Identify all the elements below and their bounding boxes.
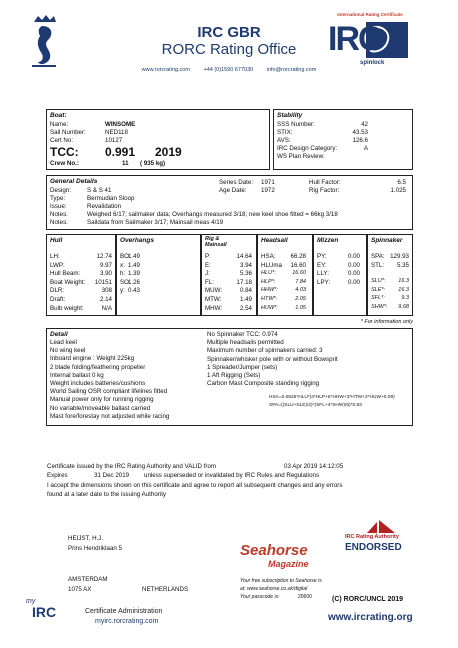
cert-number: 10127: [105, 137, 123, 144]
headsail-label: HLUma: [261, 261, 282, 269]
type-value: Bermudian Sloop: [87, 195, 135, 202]
crew-weight: ( 935 kg): [140, 160, 166, 167]
detail-left-line: Internal ballast 0 kg: [50, 371, 104, 379]
stability-value: 43.53: [352, 129, 368, 136]
footer-site[interactable]: www.ircrating.org: [328, 612, 413, 623]
headsail-value: 66.28: [290, 253, 306, 260]
seahorse-passcode: 20600: [298, 594, 312, 600]
endorsed-sail-icon: [365, 520, 405, 534]
myirc-my: my: [26, 598, 36, 605]
general-details-section: [46, 175, 413, 230]
spinnaker-label: SPA:: [371, 253, 385, 260]
seahorse-passcode-label: Your passcode is:: [240, 594, 280, 600]
detail-left-line: Inboard engine : Weight 225kg: [50, 355, 135, 363]
stability-label: SSS Number:: [277, 121, 315, 128]
acceptance-line-2: found at a later date to the issuing Authority: [47, 491, 167, 498]
hull-value: 9.97: [99, 261, 112, 269]
headsail-label: HSA:: [261, 253, 276, 260]
stability-section: [273, 109, 413, 170]
rig-label: J:: [205, 270, 210, 278]
hull-label: Boat Weight:: [50, 278, 86, 286]
overhang-label: y:: [120, 287, 125, 295]
overhang-label: x:: [120, 261, 125, 269]
detail-heading: Detail: [50, 331, 68, 338]
headsail-section: [257, 234, 313, 316]
stability-value: 126.6: [352, 137, 368, 144]
stability-value: 42: [361, 121, 368, 128]
expires-note: unless superseded or invalidated by IRC Rules and Regulations: [144, 472, 320, 479]
design-value: S & S 41: [87, 187, 112, 194]
spinnaker-value: 9.3: [401, 295, 409, 302]
detail-section: [46, 328, 413, 426]
hull-value: 10151: [94, 278, 112, 286]
owner-name: HEIJST, H.J.: [68, 535, 104, 542]
spinnaker-value: 129.93: [390, 253, 409, 260]
rig-value: 2.54: [239, 304, 252, 312]
rig-section: [201, 234, 257, 316]
headsail-value: 2.05: [295, 296, 306, 302]
rig-value: 17.18: [236, 278, 252, 286]
mizzen-value: 0.00: [347, 253, 360, 260]
spinnaker-section: [367, 234, 413, 316]
rig-value: 14.64: [236, 253, 252, 260]
detail-right-line: No Spinnaker TCC: 0.974: [207, 331, 278, 338]
overhang-value: 1.26: [127, 278, 140, 286]
hull-value: 12.74: [96, 253, 112, 260]
detail-right-line: 1 Aft Rigging (Sets): [207, 372, 261, 379]
seahorse-line-2[interactable]: at: www.seahorse.co.uk/digital: [240, 586, 308, 592]
headsail-value: 7.84: [295, 278, 306, 285]
stability-heading: Stability: [277, 112, 303, 119]
headsail-value: 16.60: [292, 270, 306, 277]
seahorse-subtitle: Magazine: [268, 559, 309, 569]
tcc-year: 2019: [155, 145, 182, 159]
spinnaker-value: 16.3: [398, 278, 409, 285]
crew-label: Crew No.:: [50, 160, 79, 167]
stability-label: IRC Design Category:: [277, 145, 338, 152]
sail-number-label: Sail Number:: [50, 129, 86, 136]
irc-logo-text: IRC: [328, 20, 381, 58]
owner-city: AMSTERDAM: [68, 576, 108, 583]
hull-section: [46, 234, 116, 316]
rig-label: MHW:: [205, 304, 223, 312]
detail-right-line: Spinnaker/whisker pole with or without Bowsprit: [207, 355, 338, 363]
issue-value: Revalidation: [87, 203, 122, 210]
hull-value: N/A: [101, 304, 112, 312]
issue-label: Issue:: [50, 203, 67, 210]
rig-value: 1.49: [239, 296, 252, 303]
notes-label-2: Notes:: [50, 219, 68, 226]
headsail-label: HLP*:: [261, 278, 276, 285]
expires-date: 31 Dec 2019: [94, 472, 130, 479]
spinnaker-label: SLU*:: [371, 278, 386, 285]
detail-right-line: Multiple headsails permitted: [207, 339, 284, 347]
detail-left-line: World Sailing OSR compliant lifelines fitted: [50, 388, 168, 396]
valid-from-text: Certificate issued by the IRC Rating Authority and VALID from: [47, 463, 217, 470]
rig-label: MUW:: [205, 287, 223, 295]
rig-factor: 1.025: [390, 187, 406, 194]
mizzen-value: 0.00: [347, 261, 360, 269]
detail-left-line: No variable/moveable ballast carried: [50, 404, 151, 412]
mizzen-heading: Mizzen: [317, 237, 339, 244]
detail-left-line: Weight includes batteries/cushions: [50, 380, 146, 387]
mainsail-heading: Mainsail: [205, 242, 227, 248]
general-heading: General Details: [50, 178, 98, 185]
detail-left-line: Mast fore/forestay not adjusted while racing: [50, 412, 170, 420]
hull-label: LWP:: [50, 261, 65, 269]
boat-heading: Boat:: [50, 112, 67, 119]
irc-spinlock-logo: [320, 12, 420, 70]
hull-value: 3.90: [99, 270, 112, 278]
design-label: Design:: [50, 187, 71, 194]
overhangs-heading: Overhangs: [120, 237, 154, 244]
spinnaker-label: SLE*:: [371, 286, 386, 293]
age-date: 1972: [261, 187, 275, 194]
notes-line-1: Weighed 6/17; sailmaker data; Overhangs measured 3/18; new keel shoe fitted = 66kg 3/18: [87, 211, 338, 218]
hull-value: 2.14: [99, 296, 112, 303]
notes-line-2: Saildata from Sailmaker 3/17; Mainsail meas 4/19: [87, 219, 224, 226]
info-only-note: * For information only: [360, 319, 413, 325]
cert-admin-title: Certificate Administration: [85, 608, 163, 615]
cert-admin-url[interactable]: myirc.rorcrating.com: [95, 618, 159, 625]
detail-left-line: No wing keel: [50, 347, 86, 355]
stability-value: A: [363, 145, 368, 152]
overhang-label: SO:: [120, 278, 131, 286]
detail-left-line: Lead keel: [50, 339, 77, 346]
series-date-label: Series Date:: [219, 179, 254, 186]
headsail-value: 1.05: [295, 304, 306, 311]
hull-heading: Hull: [50, 237, 63, 244]
rig-factor-label: Rig Factor:: [309, 187, 340, 194]
type-label: Type:: [50, 195, 66, 202]
headsail-label: HHW*:: [261, 287, 278, 294]
boat-section: [46, 109, 270, 170]
spinnaker-label: SFL*:: [371, 295, 385, 302]
page-title: IRC GBR: [197, 24, 261, 41]
headsail-heading: Headsail: [261, 237, 288, 244]
contact-email[interactable]: info@rorcrating.com: [266, 67, 317, 73]
mizzen-label: LPY:: [317, 278, 331, 286]
owner-street: Prins Hendriklaan 5: [68, 545, 122, 552]
page-subtitle: RORC Rating Office: [161, 41, 297, 58]
rig-value: 5.36: [239, 270, 252, 278]
detail-right-line: Carbon Mast Composite standing rigging: [207, 380, 320, 388]
hull-factor: 6.5: [397, 179, 406, 186]
overhang-label: BO:: [120, 253, 131, 260]
valid-from-date: 03 Apr 2019 14:12:05: [284, 463, 344, 470]
spinnaker-value: 5.35: [396, 261, 409, 269]
mizzen-label: LLY:: [317, 270, 329, 278]
detail-left-line: 2 blade folding/feathering propeller: [50, 363, 146, 371]
hull-factor-label: Hull Factor:: [309, 179, 341, 186]
irc-logo-caption: International Rating Certificate: [337, 12, 403, 17]
stability-label: AVS:: [277, 137, 291, 144]
spinnaker-value: 9.68: [398, 304, 409, 310]
headsail-value: 4.03: [295, 287, 306, 294]
seahorse-title: Seahorse: [240, 542, 308, 559]
endorsed-word: ENDORSED: [345, 542, 402, 553]
mizzen-label: EY:: [317, 261, 327, 269]
rig-label: MTW:: [205, 296, 222, 303]
endorsed-stamp: [345, 520, 415, 562]
hull-label: Hull Beam:: [50, 270, 81, 278]
seahorse-line-1: Your free subscription to Seahorse is: [240, 578, 322, 584]
spa-formula: SPA=((SLU+SLE)/2)*(SFL+4*SHW)/6)*0.83: [269, 403, 362, 408]
contact-web[interactable]: www.rorcrating.com: [141, 67, 190, 73]
spinnaker-heading: Spinnaker: [371, 237, 403, 244]
spinnaker-value: 16.3: [398, 286, 409, 293]
series-date: 1971: [261, 179, 275, 186]
stability-label: WS Plan Review:: [277, 153, 325, 160]
overhang-value: 0.43: [127, 287, 140, 295]
rig-label: P:: [205, 253, 211, 260]
overhangs-section: [116, 234, 201, 316]
endorsed-top: IRC Rating Authority: [345, 534, 399, 540]
headsail-label: HTW*:: [261, 296, 278, 302]
irc-logo-sponsor: spinlock: [360, 60, 385, 66]
mizzen-section: [313, 234, 367, 316]
crew-number: 11: [122, 160, 129, 167]
detail-right-line: Maximum number of spinnakers carried: 3: [207, 347, 323, 355]
sail-number: NED118: [105, 129, 128, 136]
age-date-label: Age Date:: [219, 187, 247, 194]
rig-label: E:: [205, 261, 211, 269]
hull-label: Draft:: [50, 296, 66, 303]
mizzen-value: 0.00: [347, 270, 360, 278]
owner-country: NETHERLANDS: [142, 586, 189, 593]
mizzen-value: 0.00: [347, 278, 360, 286]
overhang-value: 1.39: [127, 270, 140, 278]
hull-label: Bulb weight:: [50, 304, 84, 312]
spinnaker-label: STL:: [371, 261, 385, 269]
rig-value: 3.94: [239, 261, 252, 269]
tcc-label: TCC:: [50, 145, 79, 159]
copyright: (C) RORC/UNCL 2019: [332, 596, 404, 603]
headsail-label: HUW*:: [261, 304, 278, 311]
hsa-formula: HSA=0.0625*HLU*(4*HLP+6*HHW+3*HTW+2*HUW+0.09): [269, 395, 395, 400]
rig-value: 0.84: [239, 287, 252, 295]
rig-label: FL:: [205, 278, 214, 286]
notes-label-1: Notes:: [50, 211, 68, 218]
seahorse-logo: [238, 542, 324, 576]
contact-phone: +44 (0)1590 677030: [203, 67, 254, 73]
headsail-value: 16.60: [290, 261, 306, 269]
spinnaker-label: SHW*:: [371, 304, 388, 310]
rig-heading: Rig &: [205, 236, 220, 242]
boat-name: WINSOME: [105, 121, 136, 128]
tcc-value: 0.991: [105, 145, 136, 159]
hull-label: LH:: [50, 253, 60, 260]
overhang-label: h:: [120, 270, 126, 278]
overhang-value: 1.49: [127, 261, 140, 269]
cert-number-label: Cert No:: [50, 137, 74, 144]
owner-postcode: 1075 AX: [68, 586, 92, 593]
hull-value: 308: [101, 287, 112, 295]
hull-label: DLR:: [50, 287, 65, 295]
overhang-value: 1.49: [127, 253, 140, 260]
expires-label: Expires: [47, 472, 68, 479]
stability-label: STIX:: [277, 129, 293, 136]
mizzen-label: PY:: [317, 253, 327, 260]
boat-name-label: Name:: [50, 121, 69, 128]
detail-left-line: Manual power only for running rigging: [50, 396, 154, 404]
headsail-label: HLU*:: [261, 270, 276, 277]
detail-right-line: 1 Spreader/Jumper (sets): [207, 363, 278, 371]
acceptance-line-1: I accept the dimensions shown on this certificate and agree to report all subsequent changes and any errors: [47, 482, 343, 489]
myirc-irc: IRC: [32, 604, 57, 620]
